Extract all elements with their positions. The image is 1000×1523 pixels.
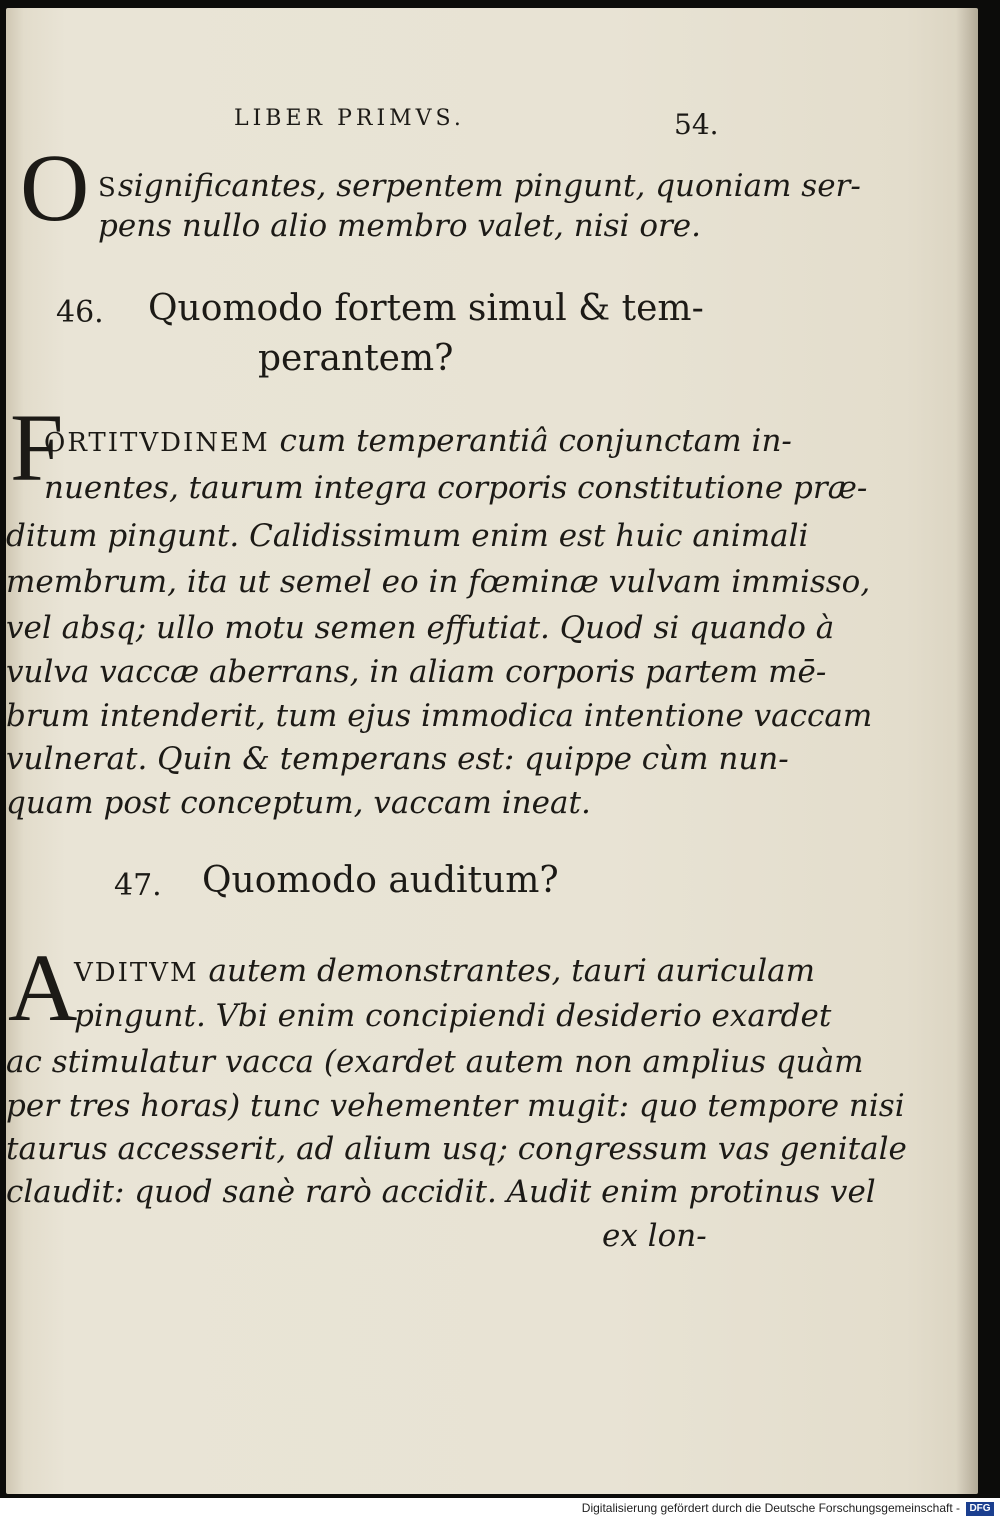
line-text: cum temperantiâ conjunctam in- <box>279 423 792 459</box>
drop-cap: F <box>10 394 64 501</box>
text-line <box>44 423 792 459</box>
chapter-number: 47. <box>114 868 162 903</box>
text-line: vulnerat. Quin & temperans est: quippe cùm nun- <box>6 741 789 777</box>
catchword: ex lon- <box>602 1218 707 1254</box>
text-line: quam post conceptum, vaccam ineat. <box>6 785 591 821</box>
text-line <box>74 953 815 989</box>
running-head: LIBER PRIMVS. <box>234 106 465 131</box>
drop-cap: A <box>8 934 78 1041</box>
lead-word: VDITVM <box>74 958 199 988</box>
chapter-heading: Quomodo fortem simul & tem- <box>148 288 704 329</box>
chapter-heading: Quomodo auditum? <box>202 860 559 901</box>
text-line: ac stimulatur vacca (exardet autem non amplius quàm <box>6 1044 864 1080</box>
text-line: vel absq; ullo motu semen effutiat. Quod si quando à <box>6 610 835 646</box>
text-line: membrum, ita ut semel eo in fœminæ vulvam immisso, <box>6 564 871 600</box>
footer-bar <box>0 1498 1000 1523</box>
text-line: vulva vaccæ aberrans, in aliam corporis partem mē- <box>6 654 827 690</box>
dfg-logo: DFG <box>966 1502 994 1516</box>
page-number: 54. <box>674 108 719 141</box>
text-line: pingunt. Vbi enim concipiendi desiderio exardet <box>74 998 832 1034</box>
book-page <box>6 8 978 1494</box>
chapter-number: 46. <box>56 295 104 330</box>
text-line: ditum pingunt. Calidissimum enim est huic animali <box>6 518 809 554</box>
chapter-heading: perantem? <box>258 338 454 379</box>
text-line <box>98 168 861 204</box>
text-line: pens nullo alio membro valet, nisi ore. <box>98 208 702 244</box>
text-line: per tres horas) tunc vehementer mugit: quo tempore nisi <box>6 1088 905 1124</box>
text-line: claudit: quod sanè rarò accidit. Audit enim protinus vel <box>6 1174 876 1210</box>
line-text: autem demonstrantes, tauri auriculam <box>208 953 816 989</box>
funding-notice: Digitalisierung gefördert durch die Deutsche Forschungsgemeinschaft - <box>581 1501 960 1515</box>
line-text: significantes, serpentem pingunt, quoniam ser- <box>117 168 861 204</box>
text-line: brum intenderit, tum ejus immodica intentione vaccam <box>6 698 873 734</box>
drop-cap: O <box>20 134 90 241</box>
text-line: nuentes, taurum integra corporis constitutione præ- <box>44 470 868 506</box>
text-line: taurus accesserit, ad alium usq; congressum vas genitale <box>6 1131 907 1167</box>
lead-word: S <box>98 173 118 203</box>
lead-word: ORTITVDINEM <box>44 428 270 458</box>
